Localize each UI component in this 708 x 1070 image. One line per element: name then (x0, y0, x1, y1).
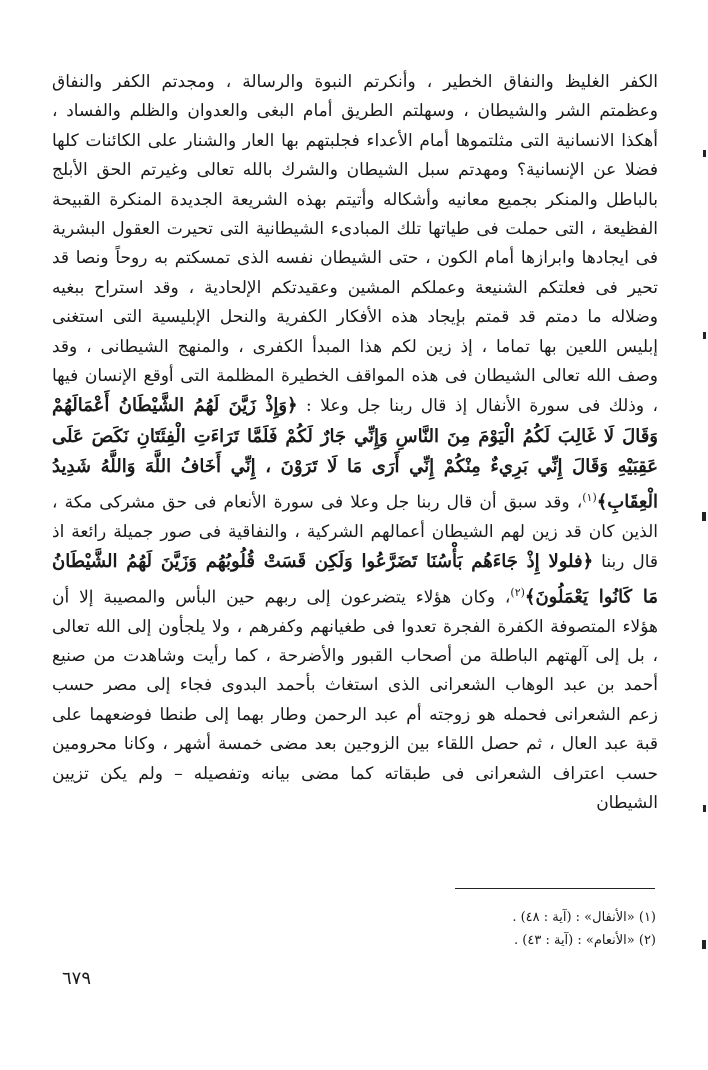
footnote-1: (١) «الأنفال» : (آية : ٤٨) . (512, 910, 656, 925)
scan-edge-mark (703, 805, 706, 812)
quran-verse-anfal: ﴿وَإِذْ زَيَّنَ لَهُمُ الشَّيْطَانُ أَعْمَالَهُمْ وَقَالَ لَا غَالِبَ لَكُمُ الْيَوْمَ مِنَ النَّاسِ وَإِنِّي جَارٌ لَكُمْ فَلَمَّا تَرَاءَتِ الْفِئَتَانِ نَكَصَ عَلَى عَقِبَيْهِ وَقَالَ إِنِّي بَرِيءٌ مِنْكُمْ إِنِّي أَرَى مَا لَا تَرَوْنَ ، إِنِّي أَخَافُ اللَّهَ وَاللَّهُ شَدِيدُ الْعِقَابِ﴾ (52, 395, 658, 513)
footnote-divider (455, 888, 655, 889)
footnote-ref-2: (٢) (510, 585, 525, 599)
scan-edge-mark (703, 332, 706, 339)
scan-edge-mark (702, 512, 706, 521)
paragraph-shaarani: ، وكان هؤلاء يتضرعون إلى ربهم حين البأس والمصيبة إلا أن هؤلاء المتصوفة الكفرة الفجرة تعدوا فى طغيانهم وكفرهم ، ولا يلجأون إلى الله تعالى ، بل إلى آلهتهم الباطلة من أصحاب القبور والأضرحة ، كما رأيت وشاهدت من صنيع أحمد بن عبد الوهاب الشعرانى الذى استغاث بأحمد البدوى فجاء إلى مصر حسب زعم الشعرانى فحمله هو زوجته أم عبد الرحمن وطار بهما إلى طنطا فوضعهما على قبة عبد العال ، ثم حصل اللقاء بين الزوجين بعد مضى خمسة أشهر ، وكانا محرومين حسب اعتراف الشعرانى فى طبقاته كما مضى بيانه وتفصيله – ولم يكن تزيين الشيطان (52, 587, 658, 814)
footnote-2: (٢) «الأنعام» : (آية : ٤٣) . (514, 933, 656, 948)
page-number: ٦٧٩ (62, 968, 92, 989)
paragraph-anam-intro: ، وقد سبق أن قال ربنا جل وعلا فى سورة الأنعام فى حق مشركى مكة ، الذين كان قد زين لهم الشيطان أعمالهم الشركية ، والنفاقية فى صور جميلة رائعة اذ قال ربنا (52, 492, 659, 573)
footnotes (360, 906, 656, 952)
scan-edge-mark (702, 940, 706, 949)
paragraph-intro: الكفر الغليظ والنفاق الخطير ، وأنكرتم النبوة والرسالة ، ومجدتم الكفر والنفاق وعظمتم الشر والشيطان ، وسهلتم الطريق أمام البغى والعدوان والظلم والفساد ، أهكذا الانسانية التى مثلتموها أمام الأعداء فجلبتهم بها العار والشنار على الكائنات كلها فضلا عن الإنسانية؟ ومهدتم سبل الشيطان والشرك بالله تعالى وغيرتم الحق الأبلج بالباطل والمنكر بجميع معانيه وأشكاله وأتيتم بهذه الشريعة الجديدة المنكرة القبيحة الفظيعة ، التى حملت فى طياتها تلك المبادىء الشيطانية التى تحيرت العقول البشرية فى ايجادها وابرازها أمام الكون ، حتى الشيطان نفسه الذى تمسكتم به روحاً ونصا قد تحير فى فعلتكم الشنيعة وعملكم المشين وعقيدتكم الإلحادية ، وقد استراح ببغيه وضلاله ما دمتم قد قمتم بإيجاد هذه الأفكار الكفرية والنحل الإبليسية التى استغنى إبليس اللعين بها تماما ، إذ زين لكم هذا المبدأ الكفرى ، والمنهج الشيطانى ، وقد وصف الله تعالى الشيطان فى هذه المواقف الخطيرة المظلمة التى أوقع الإنسان فيها ، وذلك فى سورة الأنفال إذ قال ربنا جل وعلا : (52, 72, 659, 417)
scan-edge-mark (703, 150, 706, 157)
quran-verse-anam: ﴿فلولا إِذْ جَاءَهُم بَأْسُنَا تَضَرَّعُوا وَلَكِن قَسَتْ قُلُوبُهُم وَزَيَّنَ لَهُمُ الشَّيْطَانُ مَا كَانُوا يَعْمَلُونَ﴾ (52, 551, 658, 608)
footnote-ref-1: (١) (582, 490, 597, 504)
main-text (52, 68, 658, 868)
